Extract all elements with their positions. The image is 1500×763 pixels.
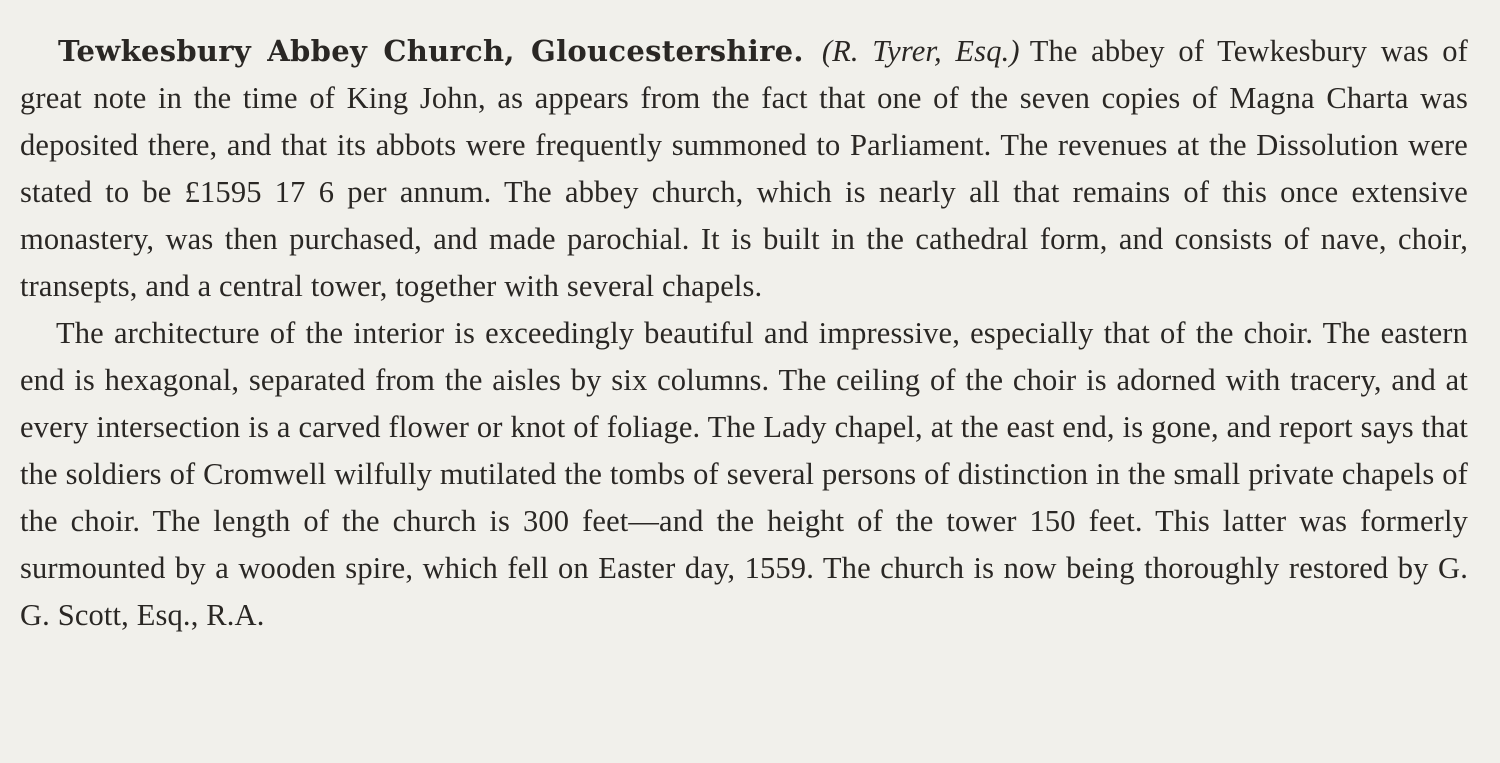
article-author: (R. Tyrer, Esq.) [821,34,1020,68]
paragraph-1 [20,28,1468,310]
paragraph-2: The architecture of the interior is exceedingly beautiful and impressive, especially that of the choir. The eastern end is hexagonal, separated from the aisles by six columns. The ceiling of the choir is adorned with tracery, and at every intersection is a carved flower or knot of foliage. The Lady chapel, at the east end, is gone, and report says that the soldiers of Cromwell wilfully mutilated the tombs of several persons of distinction in the small private chapels of the choir. The length of the church is 300 feet—and the height of the tower 150 feet. This latter was formerly surmounted by a wooden spire, which fell on Easter day, 1559. The church is now being thoroughly restored by G. G. Scott, Esq., R.A. [20,316,1468,632]
paragraph-1-text: The abbey of Tewkesbury was of great note in the time of King John, as appears from the fact that one of the seven copies of Magna Charta was deposited there, and that its abbots were frequently summoned to Parliament. The revenues at the Dissolution were stated to be £1595 17 6 per annum. The abbey church, which is nearly all that remains of this once extensive monastery, was then purchased, and made parochial. It is built in the cathedral form, and consists of nave, choir, transepts, and a central tower, together with several chapels. [20,34,1468,303]
article-title: Tewkesbury Abbey Church, Gloucestershire. [58,34,804,68]
